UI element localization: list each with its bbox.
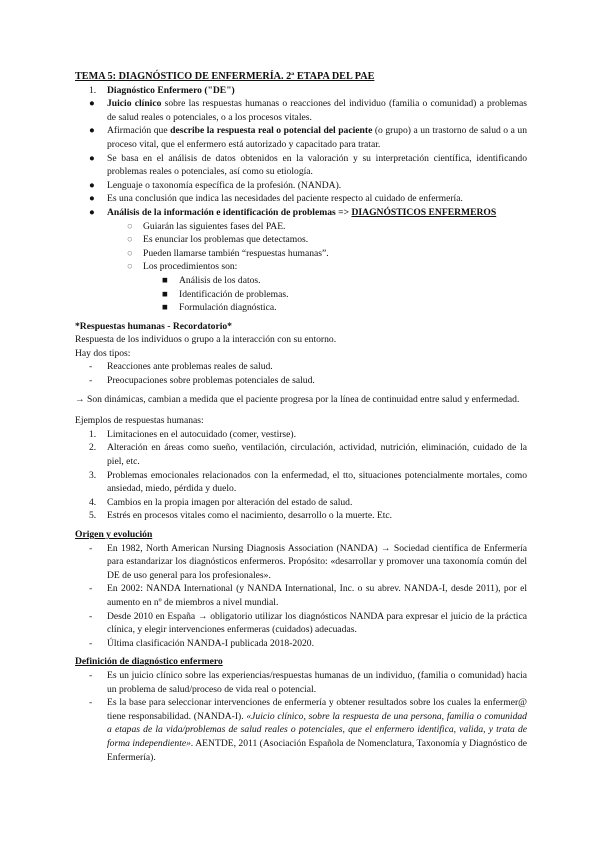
- list-item: [75, 669, 527, 696]
- list-number: 3.: [89, 469, 97, 481]
- dash-icon: -: [89, 542, 93, 554]
- dash-icon: -: [89, 361, 93, 373]
- sub-sub-item: [75, 288, 527, 302]
- text: Es la base para seleccionar intervenciones de enfermería y obtener resultados sobre los cuales la enfermer@ tiene responsabilidad. (NANDA-I).: [107, 697, 527, 722]
- list-item: [75, 179, 527, 193]
- text: En 1982, North American Nursing Diagnosis Association (NANDA) → Sociedad científica de Enfermería para estandarizar los diagnósticos enfermeros. Propósito: «desarrollar y promover una taxonomía común del DE de uso general para los profesionales».: [107, 542, 527, 581]
- document-title: TEMA 5: DIAGNÓSTICO DE ENFERMERÍA. 2ª ETAPA DEL PAE: [75, 71, 375, 82]
- dash-icon: -: [89, 375, 93, 387]
- ejemplos-heading: Ejemplos de respuestas humanas:: [75, 415, 204, 427]
- text: (o grupo) a un trastorno de salud o a un proceso vital, que el enfermero está autorizado y capacitado para tratar.: [107, 125, 527, 150]
- list-item: [75, 152, 527, 179]
- text: Cambios en la propia imagen por alteración del estado de salud.: [107, 496, 353, 508]
- document-page: [75, 70, 527, 764]
- text: Desde 2010 en España → obligatorio utilizar los diagnósticos NANDA para expresar el juicio de la práctica clínica, y elegir intervenciones enfermeras (cuidados) adecuadas.: [107, 610, 527, 636]
- text: Problemas emocionales relacionados con la enfermedad, el tto, situaciones potencialmente mortales, como ansiedad, miedo, pérdida y duelo.: [107, 469, 527, 495]
- dash-icon: -: [89, 583, 93, 595]
- list-item: [75, 469, 527, 496]
- text: Guiarán las siguientes fases del PAE.: [143, 220, 286, 232]
- circle-bullet-icon: ○: [127, 220, 133, 232]
- text: Es una conclusión que indica las necesidades del paciente respecto al cuidado de enfermería.: [107, 193, 463, 205]
- list-item: [75, 124, 527, 151]
- text: En 2002: NANDA International (y NANDA International, Inc. o su abrev. NANDA-I, desde 2011), por el aumento en nº de miembros a nivel mundial.: [107, 583, 527, 608]
- text: Limitaciones en el autocuidado (comer, vestirse).: [107, 428, 297, 440]
- text: Es enunciar los problemas que detectamos.: [143, 234, 309, 246]
- list-item: [75, 496, 527, 510]
- definicion-list: [75, 669, 527, 764]
- sub-sub-item: [75, 274, 527, 288]
- bold-text: Análisis de la información e identificación de problemas =>: [107, 206, 350, 218]
- tipos-list: [75, 360, 527, 387]
- list-number: 4.: [89, 496, 97, 508]
- bullet-icon: ●: [89, 193, 95, 205]
- text: Última clasificación NANDA-I publicada 2018-2020.: [107, 637, 315, 649]
- sub-sub-item: [75, 301, 527, 315]
- square-bullet-icon: ■: [162, 274, 168, 286]
- list-item: [75, 206, 527, 220]
- section-heading: Diagnóstico Enfermero ("DE"): [107, 84, 235, 96]
- dash-icon: -: [89, 697, 93, 709]
- paragraph: Hay dos tipos:: [75, 347, 131, 359]
- sub-item: [75, 233, 527, 247]
- list-item: [75, 360, 527, 374]
- text: sobre las respuestas humanas o reacciones del individuo (familia o comunidad) a problemas de salud reales o potenciales, o a los procesos vitales.: [107, 98, 527, 123]
- text: Identificación de problemas.: [179, 288, 289, 300]
- text: Alteración en áreas como sueño, ventilación, circulación, actividad, nutrición, eliminación, cuidado de la piel, etc.: [107, 442, 527, 468]
- circle-bullet-icon: ○: [127, 247, 133, 259]
- definicion-heading: Definición de diagnóstico enfermero: [75, 656, 223, 668]
- bold-text: describe la respuesta real o potencial del paciente: [170, 125, 373, 137]
- list-item: [75, 610, 527, 637]
- section-1: [75, 84, 527, 98]
- quote-text: «Juicio clínico, sobre la respuesta de una persona, familia o comunidad a etapas de la vida/problemas de salud reales o potenciales, que el enfermero identifica, valida, y trata de forma independiente».: [107, 710, 527, 749]
- list-item: [75, 441, 527, 468]
- list-item: [75, 428, 527, 442]
- list-item: [75, 696, 527, 764]
- list-item: [75, 374, 527, 388]
- bullet-icon: ●: [89, 152, 95, 164]
- bullet-icon: ●: [89, 98, 95, 110]
- list-item: [75, 97, 527, 124]
- sub-item: [75, 260, 527, 274]
- text: Lenguaje o taxonomía específica de la profesión. (NANDA).: [107, 179, 342, 191]
- text: Preocupaciones sobre problemas potenciales de salud.: [107, 375, 315, 387]
- text: Se basa en el análisis de datos obtenidos en la valoración y su interpretación científica, identificando problemas reales o potenciales, así como su etiología.: [107, 152, 527, 178]
- bullet-icon: ●: [89, 206, 95, 218]
- arrow-note: → Son dinámicas, cambian a medida que el paciente progresa por la línea de continuidad entre salud y enfermedad.: [75, 393, 520, 405]
- sub-item: [75, 220, 527, 234]
- sub-item: [75, 247, 527, 261]
- text: Pueden llamarse también “respuestas humanas”.: [143, 247, 329, 259]
- circle-bullet-icon: ○: [127, 234, 133, 246]
- text: Formulación diagnóstica.: [179, 302, 277, 314]
- list-number: 1.: [89, 84, 97, 96]
- list-item: [75, 509, 527, 523]
- list-item: [75, 542, 527, 583]
- text: Reacciones ante problemas reales de salud.: [107, 361, 273, 373]
- text: Afirmación que: [107, 125, 171, 137]
- text: Es un juicio clínico sobre las experiencias/respuestas humanas de un individuo, (familia o comunidad) hacia un problema de salud/proceso de vida real o potencial.: [107, 669, 527, 695]
- bold-text: Juicio clínico: [107, 98, 162, 110]
- square-bullet-icon: ■: [162, 302, 168, 314]
- origen-list: [75, 542, 527, 651]
- text: AENTDE, 2011 (Asociación Española de Nomenclatura, Taxonomía y Diagnóstico de Enfermería).: [107, 737, 527, 763]
- dash-icon: -: [89, 669, 93, 681]
- list-number: 2.: [89, 442, 97, 454]
- bullet-icon: ●: [89, 179, 95, 191]
- text: Análisis de los datos.: [179, 274, 261, 286]
- respuestas-heading: *Respuestas humanas - Recordatorio*: [75, 320, 232, 332]
- square-bullet-icon: ■: [162, 288, 168, 300]
- list-number: 5.: [89, 510, 97, 522]
- underlined-text: DIAGNÓSTICOS ENFERMEROS: [351, 206, 497, 218]
- dash-icon: -: [89, 610, 93, 622]
- dash-icon: -: [89, 637, 93, 649]
- list-item: [75, 192, 527, 206]
- bullet-icon: ●: [89, 125, 95, 137]
- text: Los procedimientos son:: [143, 261, 238, 273]
- list-item: [75, 637, 527, 651]
- list-item: [75, 582, 527, 609]
- circle-bullet-icon: ○: [127, 261, 133, 273]
- origen-heading: Origen y evolución: [75, 529, 153, 540]
- ejemplos-list: [75, 428, 527, 523]
- paragraph: Respuesta de los individuos o grupo a la interacción con su entorno.: [75, 334, 337, 346]
- list-number: 1.: [89, 428, 97, 440]
- text: Estrés en procesos vitales como el nacimiento, desarrollo o la muerte. Etc.: [107, 510, 393, 522]
- definition-bullets: [75, 97, 527, 315]
